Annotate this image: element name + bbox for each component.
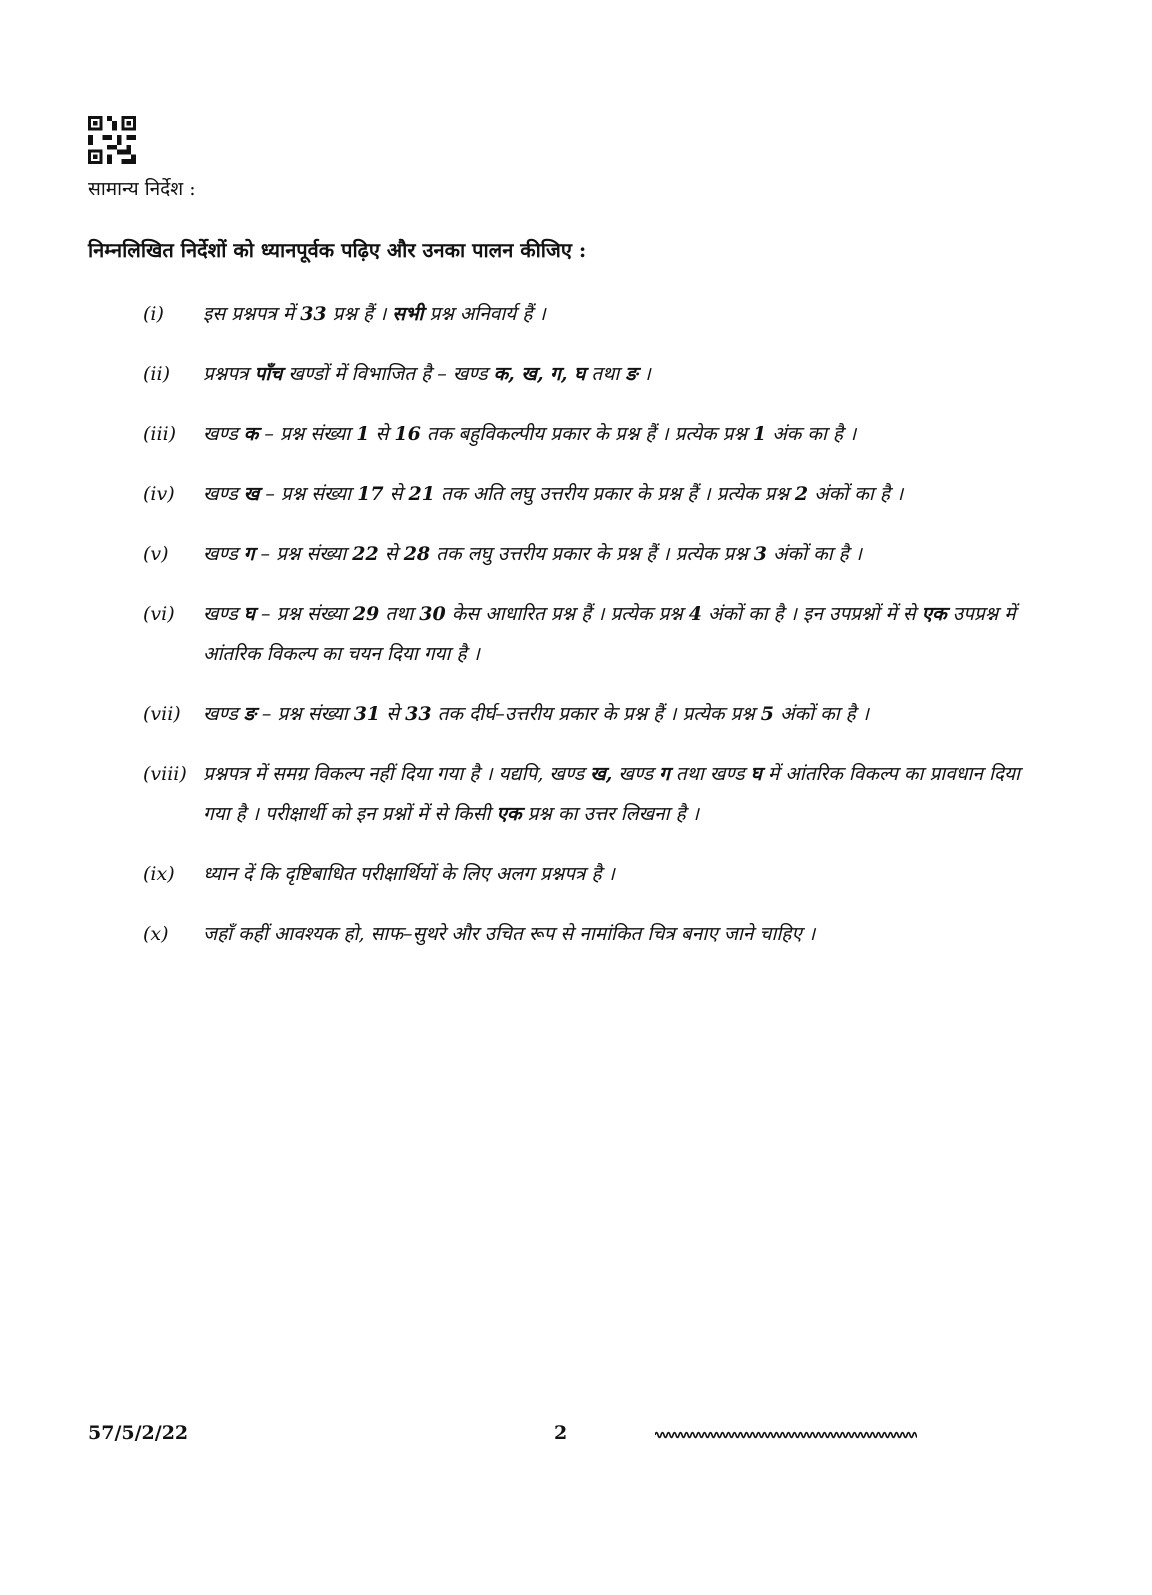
instruction-text (203, 474, 1043, 514)
instruction-text (203, 354, 1043, 394)
instruction-number: (ix) (143, 863, 175, 885)
wavy-line-decoration (655, 1428, 917, 1442)
bold-text: ग (659, 763, 670, 785)
bold-text: ग (243, 543, 255, 565)
text-segment: प्रश्न अनिवार्य हैं । (423, 303, 546, 325)
bold-text: 5 (760, 703, 774, 725)
text-segment: से (369, 423, 395, 445)
paper-code: 57/5/2/22 (88, 1422, 189, 1444)
text-segment: उपप्रश्न में आंतरिक विकल्प का चयन दिया गया है । (203, 603, 1016, 665)
bold-text: 16 (394, 423, 421, 445)
text-segment: तथा (585, 363, 626, 385)
text-segment: प्रश्न हैं । (326, 303, 393, 325)
bold-text: 1 (356, 423, 370, 445)
bold-text: 28 (403, 543, 431, 565)
bold-text: 31 (353, 703, 381, 725)
bold-text: पाँच (254, 363, 283, 385)
bold-text: ख (243, 483, 260, 505)
text-segment: से (378, 543, 404, 565)
intro-instruction: निम्नलिखित निर्देशों को ध्यानपूर्वक पढ़िए और उनका पालन कीजिए : (88, 238, 587, 262)
text-segment: – प्रश्न संख्या (254, 543, 353, 565)
bold-text: एक (921, 603, 947, 625)
instruction-item (143, 474, 1043, 514)
instruction-text (203, 854, 1043, 894)
text-segment: तक दीर्घ–उत्तरीय प्रकार के प्रश्न हैं । प्रत्येक प्रश्न (431, 703, 761, 725)
text-segment: तक अति लघु उत्तरीय प्रकार के प्रश्न हैं । प्रत्येक प्रश्न (434, 483, 795, 505)
bold-text: घ (750, 763, 762, 785)
text-segment: से (380, 703, 406, 725)
instruction-item (143, 854, 1043, 894)
instruction-item (143, 414, 1043, 454)
instruction-number: (ii) (143, 363, 170, 385)
instruction-text (203, 534, 1043, 574)
instruction-number: (v) (143, 543, 169, 565)
instruction-item (143, 534, 1043, 574)
instruction-text (203, 914, 1043, 954)
instruction-item (143, 754, 1043, 834)
instruction-number: (iv) (143, 483, 175, 505)
text-segment: खण्डों में विभाजित है – खण्ड (282, 363, 494, 385)
bold-text: 33 (405, 703, 432, 725)
bold-text: ख, (590, 763, 613, 785)
text-segment: खण्ड (203, 603, 244, 625)
text-segment: तक बहुविकल्पीय प्रकार के प्रश्न हैं । प्रत्येक प्रश्न (420, 423, 753, 445)
bold-text: 2 (794, 483, 809, 505)
instruction-item (143, 694, 1043, 734)
text-segment: – प्रश्न संख्या (258, 423, 357, 445)
text-segment: जहाँ कहीं आवश्यक हो, साफ–सुथरे और उचित रूप से नामांकित चित्र बनाए जाने चाहिए । (203, 923, 816, 945)
text-segment: तथा (379, 603, 420, 625)
text-segment: खण्ड (203, 703, 244, 725)
instruction-number: (iii) (143, 423, 177, 445)
bold-text: 29 (352, 603, 380, 625)
text-segment: से (383, 483, 409, 505)
bold-text: घ (243, 603, 256, 625)
bold-text: 22 (352, 543, 379, 565)
page-heading: सामान्य निर्देश : (88, 178, 196, 200)
text-segment: खण्ड (203, 483, 244, 505)
instruction-text (203, 414, 1043, 454)
text-segment: तथा खण्ड (669, 763, 751, 785)
text-segment: । (637, 363, 651, 385)
text-segment: अंक का है । (766, 423, 857, 445)
instructions-list (143, 294, 1043, 954)
text-segment: – प्रश्न संख्या (259, 483, 358, 505)
bold-text: 3 (753, 543, 767, 565)
text-segment: ध्यान दें कि दृष्टिबाधित परीक्षार्थियों के लिए अलग प्रश्नपत्र है । (203, 863, 615, 885)
instruction-number: (vi) (143, 603, 175, 625)
text-segment: खण्ड (612, 763, 660, 785)
text-segment: खण्ड (203, 543, 244, 565)
instruction-item (143, 594, 1043, 674)
instruction-item (143, 354, 1043, 394)
qr-code-icon (88, 116, 136, 164)
instruction-number: (i) (143, 303, 164, 325)
bold-text: एक (496, 803, 522, 825)
instruction-text (203, 594, 1043, 674)
bold-text: सभी (392, 303, 424, 325)
bold-text: 21 (408, 483, 435, 505)
bold-text: 33 (300, 303, 327, 325)
instruction-item (143, 294, 1043, 334)
text-segment: – प्रश्न संख्या (255, 603, 353, 625)
text-segment: अंकों का है । (767, 543, 862, 565)
instruction-number: (x) (143, 923, 169, 945)
text-segment: अंकों का है । (808, 483, 904, 505)
bold-text: ङ (625, 363, 638, 385)
bold-text: क (243, 423, 259, 445)
text-segment: केस आधारित प्रश्न हैं । प्रत्येक प्रश्न (445, 603, 689, 625)
text-segment: तक लघु उत्तरीय प्रकार के प्रश्न हैं । प्रत्येक प्रश्न (430, 543, 754, 565)
page-number: 2 (554, 1422, 568, 1444)
text-segment: खण्ड (203, 423, 244, 445)
text-segment: प्रश्न का उत्तर लिखना है । (521, 803, 699, 825)
text-segment: में आंतरिक विकल्प का प्रावधान दिया गया है । परीक्षार्थी को इन प्रश्नों में से किसी (203, 763, 1020, 825)
bold-text: 17 (357, 483, 384, 505)
bold-text: 4 (688, 603, 702, 625)
text-segment: प्रश्नपत्र में समग्र विकल्प नहीं दिया गया है । यद्यपि, खण्ड (203, 763, 591, 785)
bold-text: 30 (419, 603, 446, 625)
instruction-text (203, 754, 1043, 834)
bold-text: ङ (243, 703, 256, 725)
text-segment: अंकों का है । इन उपप्रश्नों में से (701, 603, 922, 625)
instruction-number: (vii) (143, 703, 181, 725)
instruction-item (143, 914, 1043, 954)
text-segment: अंकों का है । (774, 703, 869, 725)
instruction-text (203, 694, 1043, 734)
text-segment: इस प्रश्नपत्र में (203, 303, 301, 325)
instruction-text (203, 294, 1043, 334)
bold-text: क, ख, ग, घ (493, 363, 586, 385)
bold-text: 1 (752, 423, 767, 445)
text-segment: प्रश्नपत्र (203, 363, 255, 385)
instruction-number: (viii) (143, 763, 187, 785)
text-segment: – प्रश्न संख्या (255, 703, 354, 725)
